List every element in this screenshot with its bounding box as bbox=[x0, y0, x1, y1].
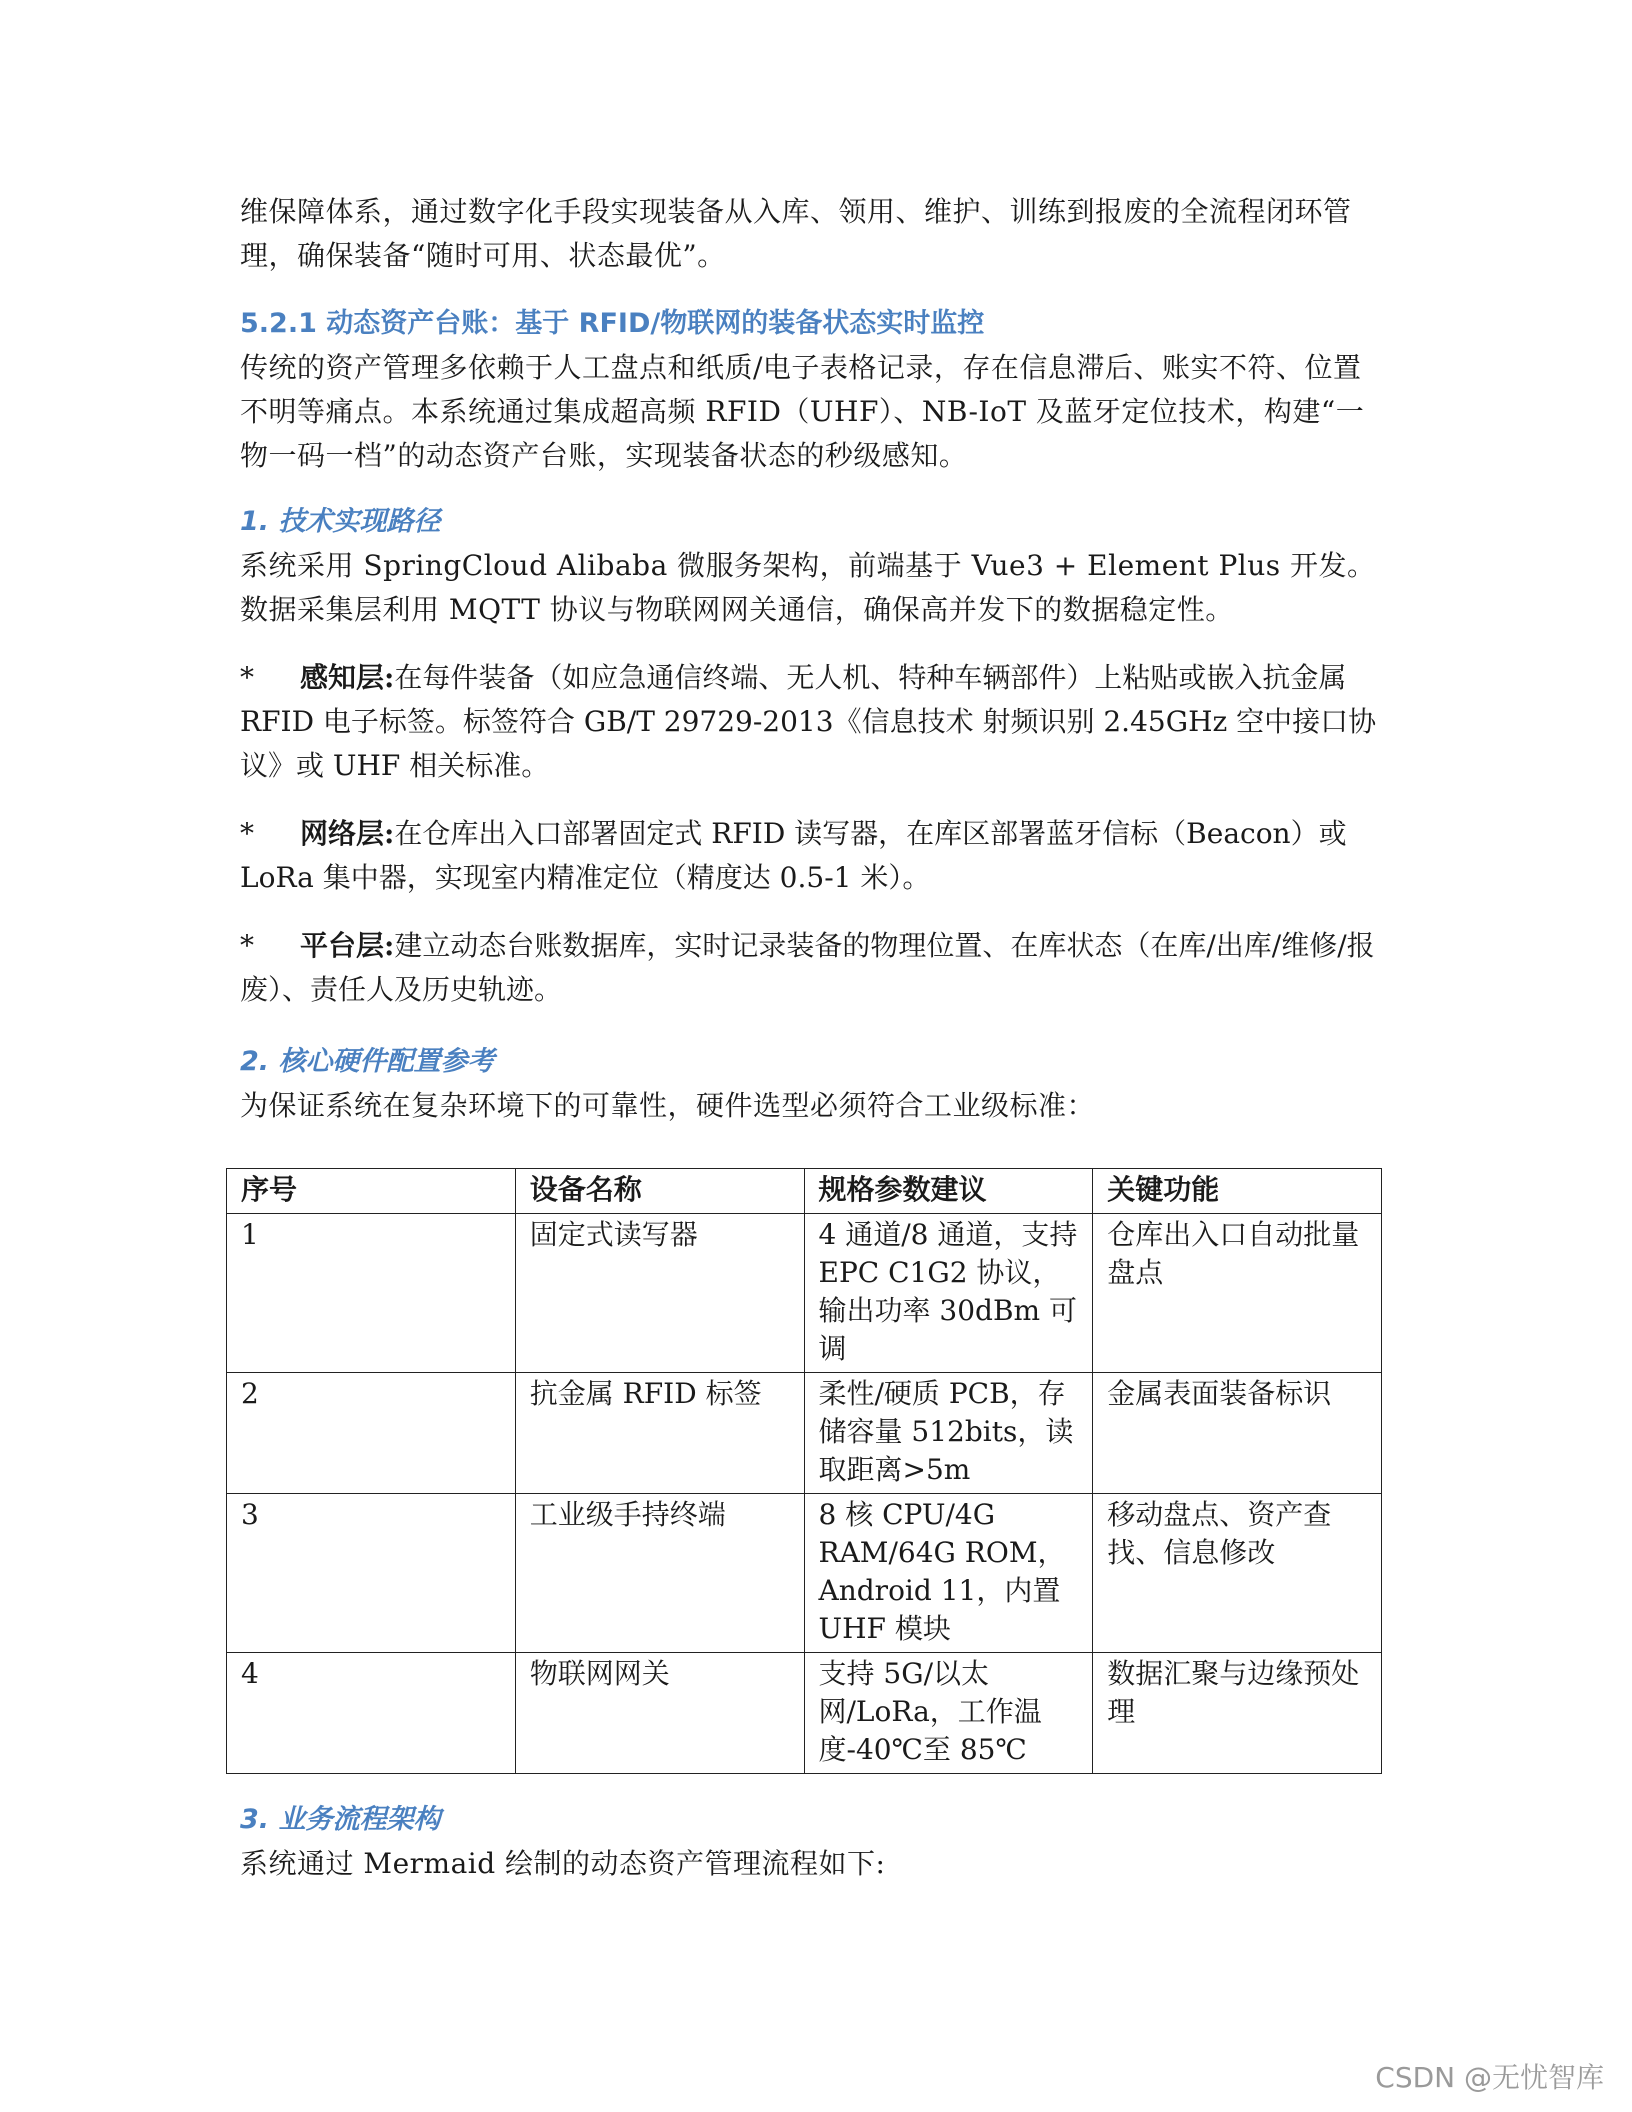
watermark: CSDN @无忧智库 bbox=[1375, 2061, 1604, 2094]
intro-paragraph: 维保障体系，通过数字化手段实现装备从入库、领用、维护、训练到报废的全流程闭环管理，确保装备“随时可用、状态最优”。 bbox=[240, 195, 1352, 272]
bullet-item bbox=[240, 656, 1380, 788]
table-cell: 仓库出入口自动批量盘点 bbox=[1093, 1214, 1382, 1373]
subheading-process: 3. 业务流程架构 bbox=[240, 1804, 441, 1835]
hardware-table bbox=[226, 1168, 1382, 1774]
bullet-star: * bbox=[240, 661, 254, 694]
table-cell: 数据汇聚与边缘预处理 bbox=[1093, 1653, 1382, 1774]
table-cell: 4 通道/8 通道，支持 EPC C1G2 协议，输出功率 30dBm 可调 bbox=[804, 1214, 1093, 1373]
table-header-cell: 序号 bbox=[227, 1169, 516, 1214]
table-cell: 物联网网关 bbox=[515, 1653, 804, 1774]
table-cell: 2 bbox=[227, 1373, 516, 1494]
bullet-text: 在每件装备（如应急通信终端、无人机、特种车辆部件）上粘贴或嵌入抗金属 RFID 电子标签。标签符合 GB/T 29729-2013《信息技术 射频识别 2.45GHz 空中接口协议》或 UHF 相关标准。 bbox=[240, 661, 1377, 782]
table-header-cell: 关键功能 bbox=[1093, 1169, 1382, 1214]
process-paragraph: 系统通过 Mermaid 绘制的动态资产管理流程如下: bbox=[240, 1847, 886, 1880]
table-header-cell: 设备名称 bbox=[515, 1169, 804, 1214]
hardware-paragraph: 为保证系统在复杂环境下的可靠性，硬件选型必须符合工业级标准： bbox=[240, 1089, 1096, 1122]
table-row bbox=[227, 1214, 1382, 1373]
table-cell: 1 bbox=[227, 1214, 516, 1373]
section-heading: 5.2.1 动态资产台账：基于 RFID/物联网的装备状态实时监控 bbox=[240, 308, 985, 339]
tech-path-paragraph: 系统采用 SpringCloud Alibaba 微服务架构，前端基于 Vue3 + Element Plus 开发。数据采集层利用 MQTT 协议与物联网网关通信，确保高并发下的数据稳定性。 bbox=[240, 549, 1376, 626]
table-cell: 移动盘点、资产查找、信息修改 bbox=[1093, 1494, 1382, 1653]
table-row bbox=[227, 1653, 1382, 1774]
subheading-tech-path: 1. 技术实现路径 bbox=[240, 506, 441, 537]
bullet-term: 网络层: bbox=[300, 817, 395, 850]
table-header-cell: 规格参数建议 bbox=[804, 1169, 1093, 1214]
bullet-item bbox=[240, 812, 1380, 900]
bullet-star: * bbox=[240, 817, 254, 850]
table-row bbox=[227, 1373, 1382, 1494]
table-cell: 固定式读写器 bbox=[515, 1214, 804, 1373]
table-cell: 柔性/硬质 PCB，存储容量 512bits，读取距离>5m bbox=[804, 1373, 1093, 1494]
bullet-text: 建立动态台账数据库，实时记录装备的物理位置、在库状态（在库/出库/维修/报废）、责任人及历史轨迹。 bbox=[240, 929, 1375, 1006]
table-cell: 支持 5G/以太网/LoRa，工作温度-40℃至 85℃ bbox=[804, 1653, 1093, 1774]
bullet-text: 在仓库出入口部署固定式 RFID 读写器，在库区部署蓝牙信标（Beacon）或 LoRa 集中器，实现室内精准定位（精度达 0.5-1 米）。 bbox=[240, 817, 1347, 894]
table-cell: 金属表面装备标识 bbox=[1093, 1373, 1382, 1494]
table-cell: 抗金属 RFID 标签 bbox=[515, 1373, 804, 1494]
subheading-hardware: 2. 核心硬件配置参考 bbox=[240, 1046, 495, 1077]
section-paragraph: 传统的资产管理多依赖于人工盘点和纸质/电子表格记录，存在信息滞后、账实不符、位置不明等痛点。本系统通过集成超高频 RFID（UHF）、NB-IoT 及蓝牙定位技术，构建“一物一码一档”的动态资产台账，实现装备状态的秒级感知。 bbox=[240, 351, 1365, 472]
table-cell: 工业级手持终端 bbox=[515, 1494, 804, 1653]
bullet-term: 感知层: bbox=[300, 661, 395, 694]
table-header-row bbox=[227, 1169, 1382, 1214]
bullet-item bbox=[240, 924, 1380, 1012]
table-row bbox=[227, 1494, 1382, 1653]
bullet-star: * bbox=[240, 929, 254, 962]
table-cell: 4 bbox=[227, 1653, 516, 1774]
table-cell: 8 核 CPU/4G RAM/64G ROM，Android 11，内置 UHF 模块 bbox=[804, 1494, 1093, 1653]
table-cell: 3 bbox=[227, 1494, 516, 1653]
bullet-term: 平台层: bbox=[300, 929, 395, 962]
